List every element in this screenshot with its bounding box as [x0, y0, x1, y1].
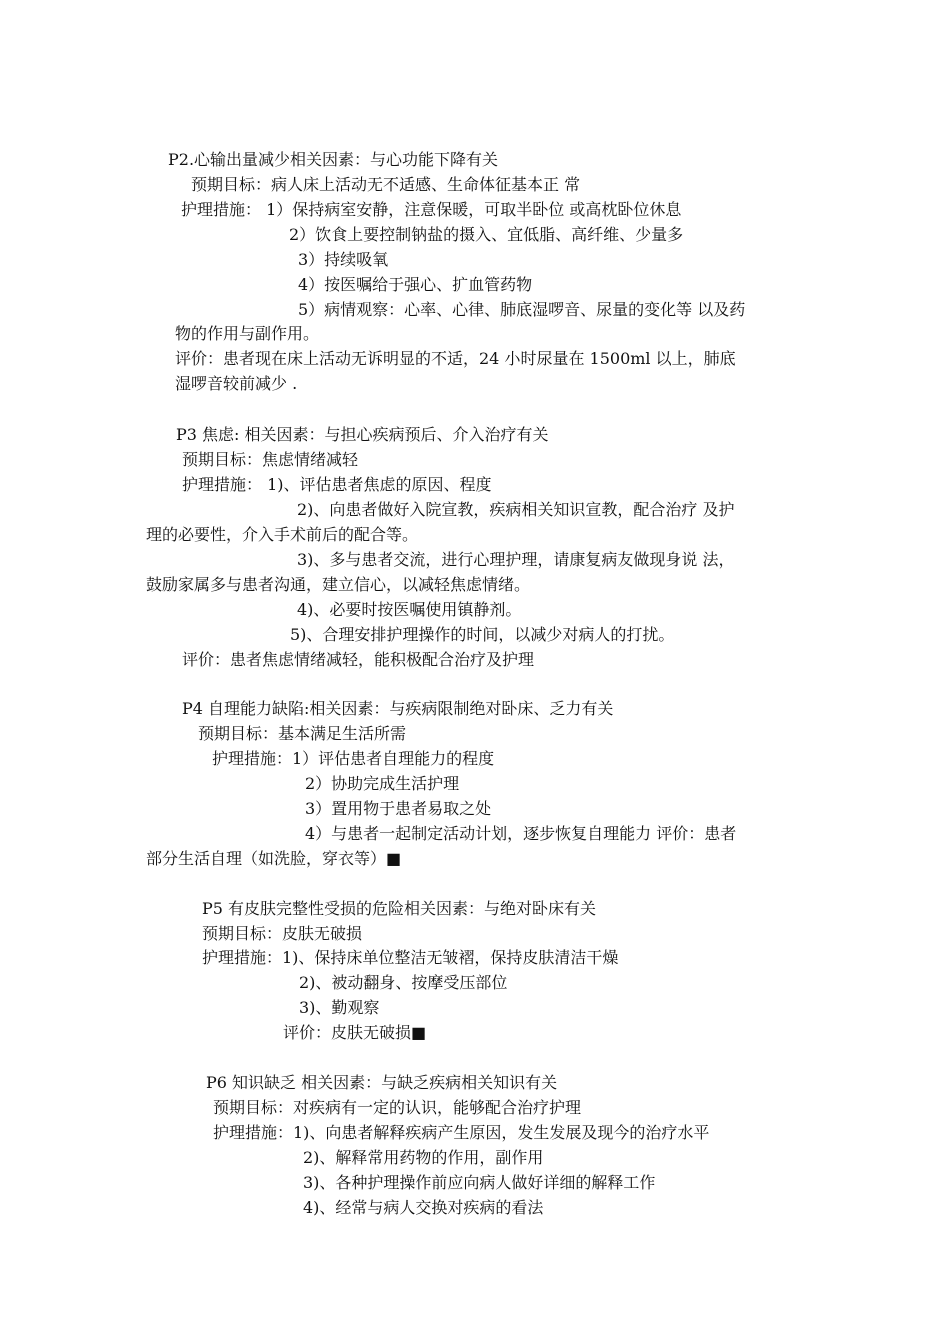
- p2-measure-4: 4）按医嘱给于强心、扩血管药物: [298, 275, 533, 294]
- p4-measure-4-cont: 部分生活自理（如洗脸，穿衣等）■: [146, 849, 402, 868]
- p6-title: P6 知识缺乏 相关因素：与缺乏疾病相关知识有关: [206, 1073, 558, 1092]
- p3-evaluation: 评价：患者焦虑情绪减轻，能积极配合治疗及护理: [182, 650, 535, 669]
- p4-measure-1: 护理措施：1）评估患者自理能力的程度: [212, 749, 495, 768]
- p2-measure-3: 3）持续吸氧: [298, 250, 389, 269]
- p4-measure-4: 4）与患者一起制定活动计划，逐步恢复自理能力 评价：患者: [305, 824, 737, 843]
- p3-measure-2-cont: 理的必要性，介入手术前后的配合等。: [146, 525, 419, 544]
- p2-measure-2: 2）饮食上要控制钠盐的摄入、宜低脂、高纤维、少量多: [289, 225, 684, 244]
- p2-measure-1: 护理措施： 1）保持病室安静，注意保暖，可取半卧位 或高枕卧位休息: [181, 200, 682, 219]
- p5-title: P5 有皮肤完整性受损的危险相关因素：与绝对卧床有关: [202, 899, 597, 918]
- p3-measure-4: 4)、必要时按医嘱使用镇静剂。: [297, 600, 522, 619]
- p3-measure-1: 护理措施： 1)、评估患者焦虑的原因、程度: [182, 475, 492, 494]
- p5-goal: 预期目标：皮肤无破损: [202, 924, 363, 943]
- p2-title: P2.心输出量减少相关因素：与心功能下降有关: [168, 150, 499, 169]
- p4-measure-3: 3）置用物于患者易取之处: [305, 799, 492, 818]
- p6-measure-3: 3)、各种护理操作前应向病人做好详细的解释工作: [303, 1173, 656, 1192]
- p3-title: P3 焦虑: 相关因素：与担心疾病预后、介入治疗有关: [176, 425, 549, 444]
- p4-goal: 预期目标：基本满足生活所需: [198, 724, 407, 743]
- p2-evaluation: 评价：患者现在床上活动无诉明显的不适，24 小时尿量在 1500ml 以上，肺底: [175, 349, 736, 368]
- p3-measure-3: 3)、多与患者交流，进行心理护理，请康复病友做现身说 法，: [297, 550, 735, 569]
- p2-goal: 预期目标：病人床上活动无不适感、生命体征基本正 常: [191, 175, 581, 194]
- p5-measure-2: 2)、被动翻身、按摩受压部位: [299, 973, 508, 992]
- p3-goal: 预期目标：焦虑情绪减轻: [182, 450, 359, 469]
- p6-measure-2: 2)、解释常用药物的作用，副作用: [303, 1148, 544, 1167]
- p5-measure-3: 3)、勤观察: [299, 998, 380, 1017]
- p3-measure-3-cont: 鼓励家属多与患者沟通，建立信心，以减轻焦虑情绪。: [146, 575, 531, 594]
- p4-measure-2: 2）协助完成生活护理: [305, 774, 460, 793]
- p6-measure-1: 护理措施：1)、向患者解释疾病产生原因，发生发展及现今的治疗水平: [213, 1123, 710, 1142]
- p6-measure-4: 4)、经常与病人交换对疾病的看法: [303, 1198, 544, 1217]
- p3-measure-5: 5)、合理安排护理操作的时间，以减少对病人的打扰。: [290, 625, 675, 644]
- p3-measure-2: 2)、向患者做好入院宣教，疾病相关知识宣教，配合治疗 及护: [297, 500, 735, 519]
- p4-title: P4 自理能力缺陷:相关因素：与疾病限制绝对卧床、乏力有关: [182, 699, 614, 718]
- p6-goal: 预期目标：对疾病有一定的认识，能够配合治疗护理: [213, 1098, 582, 1117]
- p2-measure-5-cont: 物的作用与副作用。: [175, 324, 320, 343]
- p5-evaluation: 评价：皮肤无破损■: [283, 1023, 427, 1042]
- p2-evaluation-cont: 湿啰音较前减少 .: [175, 374, 298, 393]
- p2-measure-5: 5）病情观察：心率、心律、肺底湿啰音、尿量的变化等 以及药: [298, 300, 746, 319]
- p5-measure-1: 护理措施：1)、保持床单位整洁无皱褶，保持皮肤清洁干燥: [202, 948, 619, 967]
